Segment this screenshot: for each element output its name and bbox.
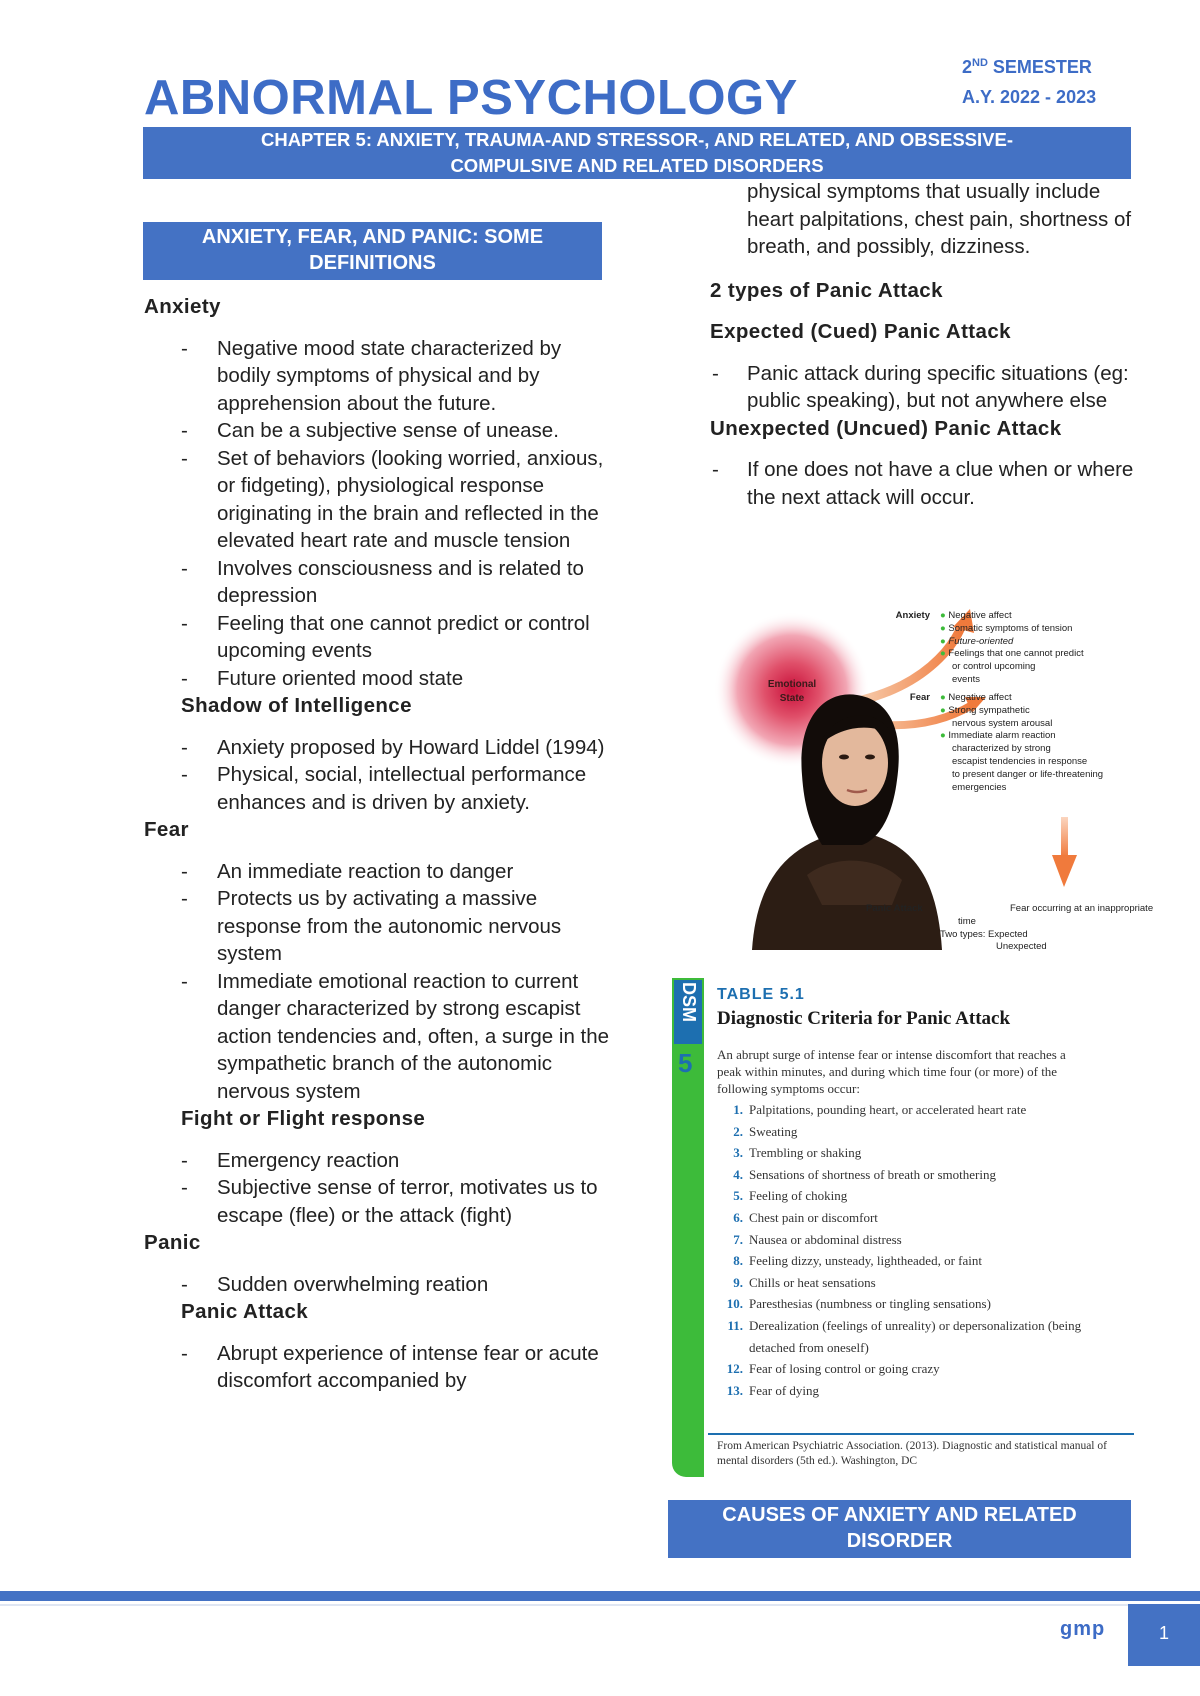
list-item: - Immediate emotional reaction to current danger characterized by strong escapist action tendencies and, often, a surge in the sympathetic branch of the autonomic nervous system [144, 968, 614, 1106]
criterion-number: 13. [726, 1382, 743, 1398]
chapter-line-1: CHAPTER 5: ANXIETY, TRAUMA-AND STRESSOR-, AND RELATED, AND OBSESSIVE- [260, 129, 1014, 150]
fig-fear-item: emergencies [952, 781, 1007, 793]
source-line: mental disorders (5th ed.). Washington, DC [717, 1455, 918, 1467]
criterion-text: Derealization (feelings of unreality) or depersonalization (being [749, 1317, 1082, 1333]
fig-fear-item: to present danger or life-threatening [952, 768, 1104, 780]
footer-rule [0, 1591, 1200, 1601]
panic-attack-description [866, 903, 1180, 954]
anxiety-list [144, 335, 614, 693]
list-item: - Emergency reaction [144, 1147, 614, 1175]
panic-line-2: time [958, 915, 976, 927]
criteria-list [717, 1099, 1137, 1401]
semester-info [962, 48, 1096, 112]
table-label: TABLE 5.1 [717, 986, 805, 1003]
list-item: - Panic attack during specific situations (eg: public speaking), but not anywhere else [710, 360, 1135, 415]
criterion-row [717, 1358, 1137, 1380]
continued-text: physical symptoms that usually include heart palpitations, chest pain, shortness of breath, and possibly, dizziness. [747, 180, 1132, 258]
criterion-text: Sensations of shortness of breath or smothering [749, 1166, 996, 1182]
list-item: - Can be a subjective sense of unease. [144, 417, 614, 445]
criterion-row [717, 1315, 1137, 1337]
criterion-text: Feeling dizzy, unsteady, lightheaded, or faint [749, 1253, 982, 1269]
heading-types-of-panic: 2 types of Panic Attack [710, 278, 943, 302]
criterion-text: Chills or heat sensations [749, 1274, 876, 1290]
criterion-text: Palpitations, pounding heart, or accelerated heart rate [749, 1102, 1027, 1117]
panic-list [144, 1271, 614, 1299]
heading-fight-or-flight: Fight or Flight response [181, 1107, 426, 1130]
source-line: From American Psychiatric Association. (2013). Diagnostic and statistical manual of [717, 1440, 1107, 1452]
heading-shadow-of-intelligence: Shadow of Intelligence [181, 694, 412, 717]
list-item: - Abrupt experience of intense fear or acute discomfort accompanied by [144, 1340, 614, 1395]
fig-anxiety-item: ● Future-oriented [940, 635, 1014, 647]
criterion-text: Paresthesias (numbness or tingling sensations) [749, 1296, 991, 1312]
criterion-number [717, 1337, 743, 1359]
criterion-text: Fear of losing control or going crazy [749, 1361, 940, 1377]
criterion-row [717, 1185, 1137, 1207]
criterion-row [717, 1337, 1137, 1359]
fig-anxiety-item: ● Somatic symptoms of tension [940, 622, 1073, 634]
list-item: - Negative mood state characterized by bodily symptoms of physical and by apprehension about the future. [144, 335, 614, 418]
dsm-badge-number: 5 [678, 1048, 693, 1078]
criterion-text: Fear of dying [749, 1382, 820, 1398]
criterion-number: 9. [733, 1274, 743, 1290]
page-number: 1 [1128, 1604, 1200, 1666]
list-item: - Physical, social, intellectual performance enhances and is driven by anxiety. [144, 761, 614, 816]
shadow-list [144, 734, 614, 817]
criterion-row [717, 1293, 1137, 1315]
panic-figure-label: Panic Attack [866, 903, 923, 914]
fear-list [144, 858, 614, 1106]
state-label-2: State [779, 693, 805, 704]
fight-list [144, 1147, 614, 1230]
criterion-row [717, 1099, 1137, 1121]
fig-fear-item: ● Negative affect [940, 692, 1012, 703]
criterion-text: Trembling or shaking [749, 1145, 862, 1161]
dsm-table [672, 978, 1142, 1477]
panic-line-4: Unexpected [996, 941, 1047, 953]
heading-panic-attack: Panic Attack [181, 1300, 309, 1323]
panic-line-3: Two types: Expected [940, 928, 1028, 940]
list-item: - Future oriented mood state [144, 665, 614, 693]
fig-fear-item: ● Immediate alarm reaction [940, 730, 1056, 742]
list-item: - An immediate reaction to danger [144, 858, 614, 886]
criterion-text: Chest pain or discomfort [749, 1209, 878, 1225]
table-title: Diagnostic Criteria for Panic Attack [717, 1008, 1011, 1029]
section-line-1: ANXIETY, FEAR, AND PANIC: SOME [201, 226, 544, 248]
criterion-row [717, 1207, 1137, 1229]
heading-panic: Panic [144, 1231, 201, 1254]
heading-anxiety: Anxiety [144, 295, 221, 318]
criterion-row [717, 1121, 1137, 1143]
section-definitions-banner [143, 222, 602, 280]
intro-line: peak within minutes, and during which time four (or more) of the [717, 1064, 1058, 1079]
section-line-2: DISORDER [846, 1530, 953, 1552]
criterion-row [717, 1229, 1137, 1251]
list-item: - Involves consciousness and is related to depression [144, 555, 614, 610]
fig-fear-item: nervous system arousal [952, 717, 1053, 729]
criterion-number: 8. [733, 1253, 743, 1269]
page-title: ABNORMAL PSYCHOLOGY [144, 71, 798, 125]
criterion-row [717, 1164, 1137, 1186]
semester-label: 2ND SEMESTER [962, 57, 1092, 77]
panic-attack-list [144, 1340, 614, 1395]
heading-expected-panic: Expected (Cued) Panic Attack [710, 320, 1011, 343]
fig-anxiety-item: ● Feelings that one cannot predict [940, 648, 1084, 660]
criterion-number: 7. [733, 1231, 743, 1247]
list-item: - Subjective sense of terror, motivates us to escape (flee) or the attack (fight) [144, 1174, 614, 1229]
criterion-text: Sweating [749, 1123, 798, 1139]
academic-year: A.Y. 2022 - 2023 [962, 87, 1097, 107]
anxiety-figure-label: Anxiety [895, 610, 930, 621]
intro-line: An abrupt surge of intense fear or intense discomfort that reaches a [717, 1047, 1066, 1062]
criterion-number: 1. [733, 1102, 743, 1117]
criterion-number: 6. [733, 1209, 743, 1225]
fear-figure-label: Fear [909, 692, 930, 703]
criterion-number: 11. [727, 1317, 743, 1333]
section-line-1: CAUSES OF ANXIETY AND RELATED [722, 1504, 1077, 1526]
fig-fear-item: ● Strong sympathetic [940, 704, 1030, 716]
table-body [717, 1046, 1137, 1401]
expected-list [710, 360, 1135, 415]
criterion-number: 2. [733, 1123, 743, 1139]
chapter-banner [143, 127, 1131, 179]
fear-description [909, 692, 1180, 794]
list-item: - Anxiety proposed by Howard Liddel (1994) [144, 734, 614, 762]
list-item: - Protects us by activating a massive response from the autonomic nervous system [144, 885, 614, 968]
criterion-text: detached from oneself) [749, 1339, 869, 1355]
panic-arrowhead [1052, 855, 1077, 887]
unexpected-list [710, 456, 1135, 511]
anxiety-description [895, 610, 1180, 687]
chapter-line-2: COMPULSIVE AND RELATED DISORDERS [450, 155, 824, 176]
criterion-row [717, 1250, 1137, 1272]
section-causes-banner [668, 1500, 1131, 1558]
criterion-number: 10. [726, 1296, 743, 1312]
table-rule [708, 1433, 1134, 1435]
fig-anxiety-item: or control upcoming [952, 661, 1036, 673]
section-line-2: DEFINITIONS [309, 252, 436, 274]
criterion-number: 3. [733, 1145, 743, 1161]
footer-rule-thin [0, 1604, 1200, 1606]
fig-anxiety-item: events [952, 673, 980, 685]
footer-brand: gmp [1060, 1618, 1106, 1640]
criterion-number: 5. [733, 1188, 743, 1204]
panic-arrow-shaft [1061, 817, 1068, 857]
panic-line-1: Fear occurring at an inappropriate [1010, 903, 1154, 914]
table-source [717, 1439, 1137, 1469]
list-item: - Sudden overwhelming reation [144, 1271, 614, 1299]
list-item: - Feeling that one cannot predict or control upcoming events [144, 610, 614, 665]
heading-unexpected-panic: Unexpected (Uncued) Panic Attack [710, 416, 1062, 440]
criterion-row [717, 1380, 1137, 1402]
left-column [144, 293, 614, 1395]
list-item: - Set of behaviors (looking worried, anxious, or fidgeting), physiological response originating in the brain and reflected in the elevated heart rate and muscle tension [144, 445, 614, 555]
fig-anxiety-item: ● Negative affect [940, 610, 1012, 621]
intro-line: following symptoms occur: [717, 1081, 860, 1096]
criterion-text: Feeling of choking [749, 1188, 848, 1204]
dsm-badge-text: DSM [679, 982, 699, 1022]
criterion-number: 4. [733, 1166, 743, 1182]
heading-fear: Fear [144, 818, 189, 841]
list-item: - If one does not have a clue when or where the next attack will occur. [710, 456, 1135, 511]
state-label-1: Emotional [767, 679, 817, 690]
criterion-row [717, 1272, 1137, 1294]
criterion-text: Nausea or abdominal distress [749, 1231, 902, 1247]
fig-fear-item: characterized by strong [952, 743, 1051, 755]
criterion-row [717, 1142, 1137, 1164]
right-column [710, 178, 1135, 511]
fig-fear-item: escapist tendencies in response [952, 755, 1088, 767]
criterion-number: 12. [726, 1361, 743, 1377]
